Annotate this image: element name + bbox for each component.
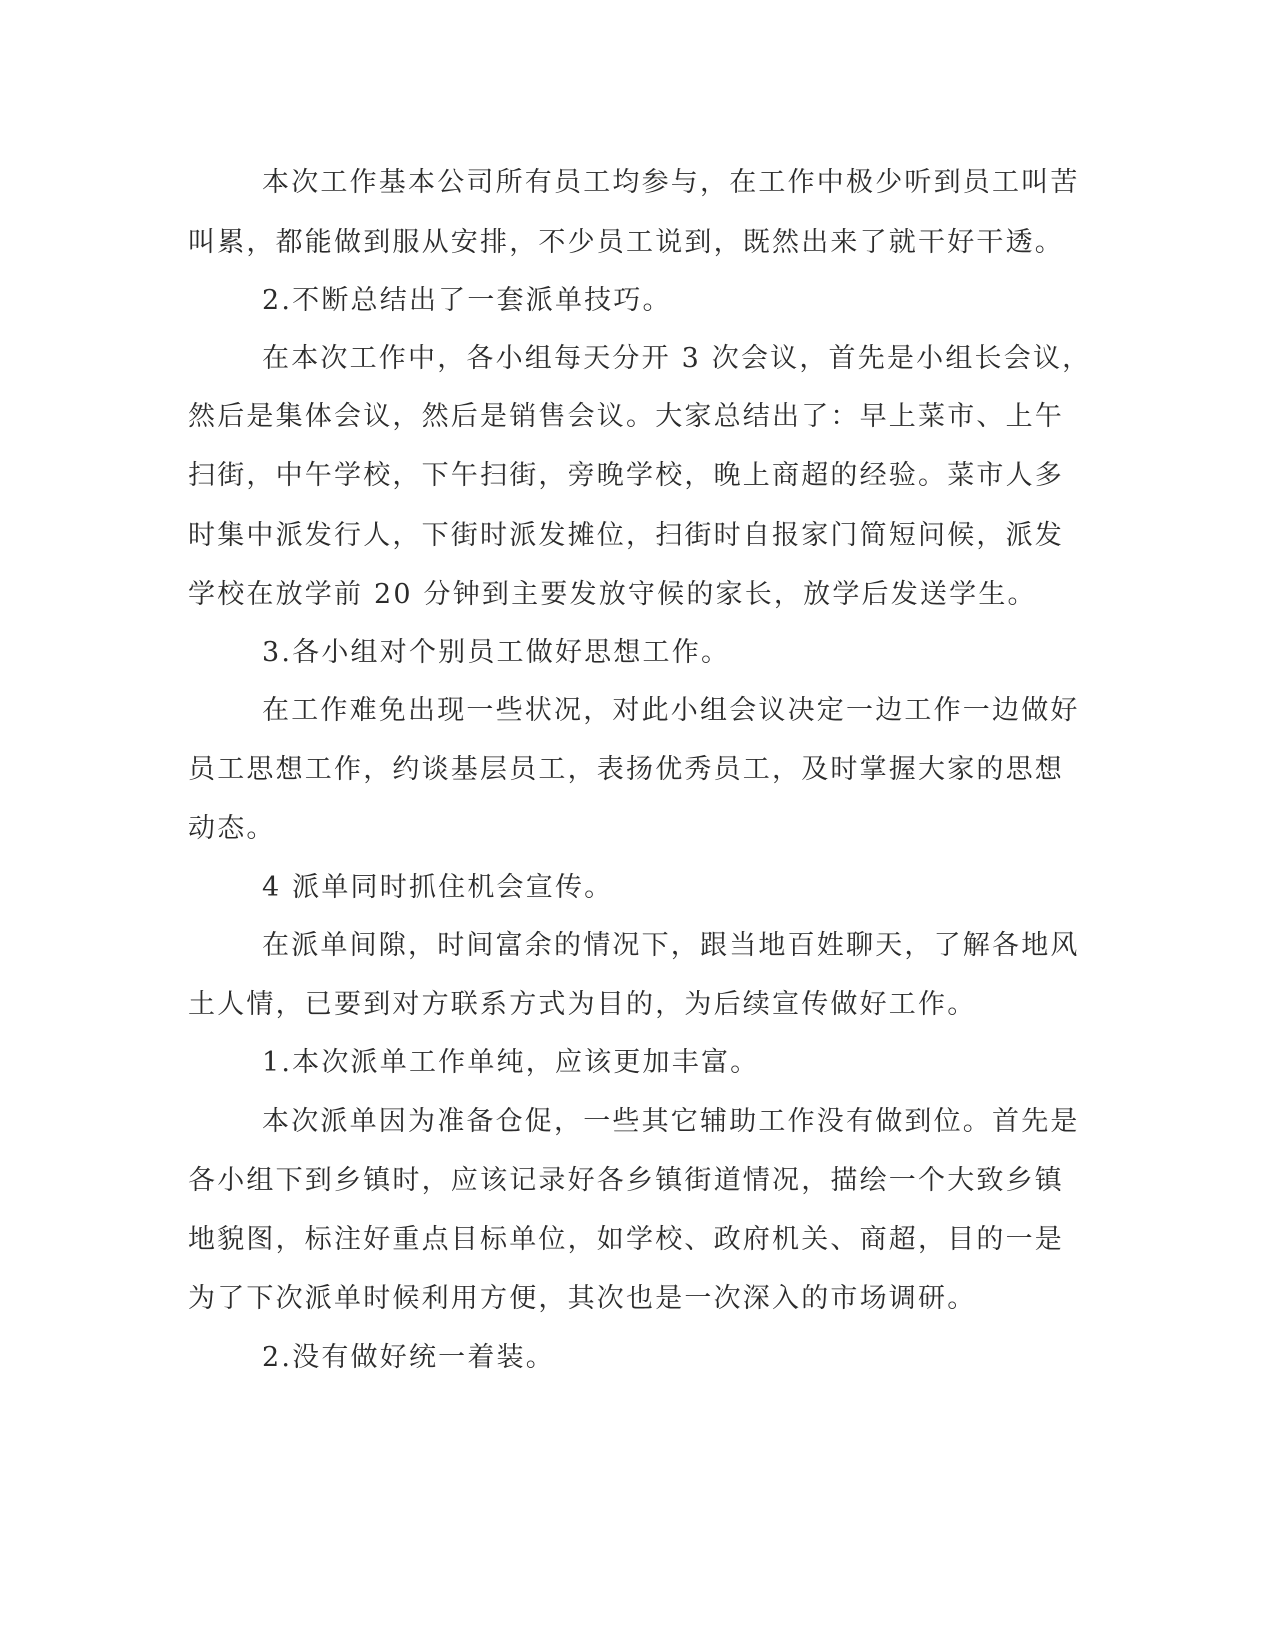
text-line: 动态。: [188, 813, 276, 844]
text-line: 在本次工作中，各小组每天分开 3 次会议，首先是小组长会议，: [262, 343, 1092, 374]
text-line: 本次派单因为准备仓促，一些其它辅助工作没有做到位。首先是: [262, 1106, 1080, 1137]
section-heading: 2.没有做好统一着装。: [262, 1342, 555, 1373]
text-line: 叫累，都能做到服从安排，不少员工说到，既然出来了就干好干透。: [188, 227, 1064, 258]
section-heading: 2.不断总结出了一套派单技巧。: [262, 285, 672, 316]
text-line: 在工作难免出现一些状况，对此小组会议决定一边工作一边做好: [262, 695, 1080, 726]
section-heading: 4 派单同时抓住机会宣传。: [262, 872, 614, 903]
text-line: 各小组下到乡镇时，应该记录好各乡镇街道情况，描绘一个大致乡镇: [188, 1165, 1064, 1196]
text-line: 学校在放学前 20 分钟到主要发放守候的家长，放学后发送学生。: [188, 579, 1037, 610]
text-line: 为了下次派单时候利用方便，其次也是一次深入的市场调研。: [188, 1283, 977, 1314]
text-line: 时集中派发行人，下街时派发摊位，扫街时自报家门简短问候，派发: [188, 520, 1064, 551]
text-line: 在派单间隙，时间富余的情况下，跟当地百姓聊天，了解各地风: [262, 930, 1080, 961]
text-line: 员工思想工作，约谈基层员工，表扬优秀员工，及时掌握大家的思想: [188, 754, 1064, 785]
section-heading: 1.本次派单工作单纯，应该更加丰富。: [262, 1047, 760, 1078]
section-heading: 3.各小组对个别员工做好思想工作。: [262, 637, 731, 668]
text-line: 土人情，已要到对方联系方式为目的，为后续宣传做好工作。: [188, 989, 977, 1020]
text-line: 地貌图，标注好重点目标单位，如学校、政府机关、商超，目的一是: [188, 1224, 1064, 1255]
text-line: 然后是集体会议，然后是销售会议。大家总结出了：早上菜市、上午: [188, 401, 1064, 432]
text-line: 本次工作基本公司所有员工均参与，在工作中极少听到员工叫苦: [262, 167, 1080, 198]
text-line: 扫街，中午学校，下午扫街，旁晚学校，晚上商超的经验。菜市人多: [188, 460, 1064, 491]
